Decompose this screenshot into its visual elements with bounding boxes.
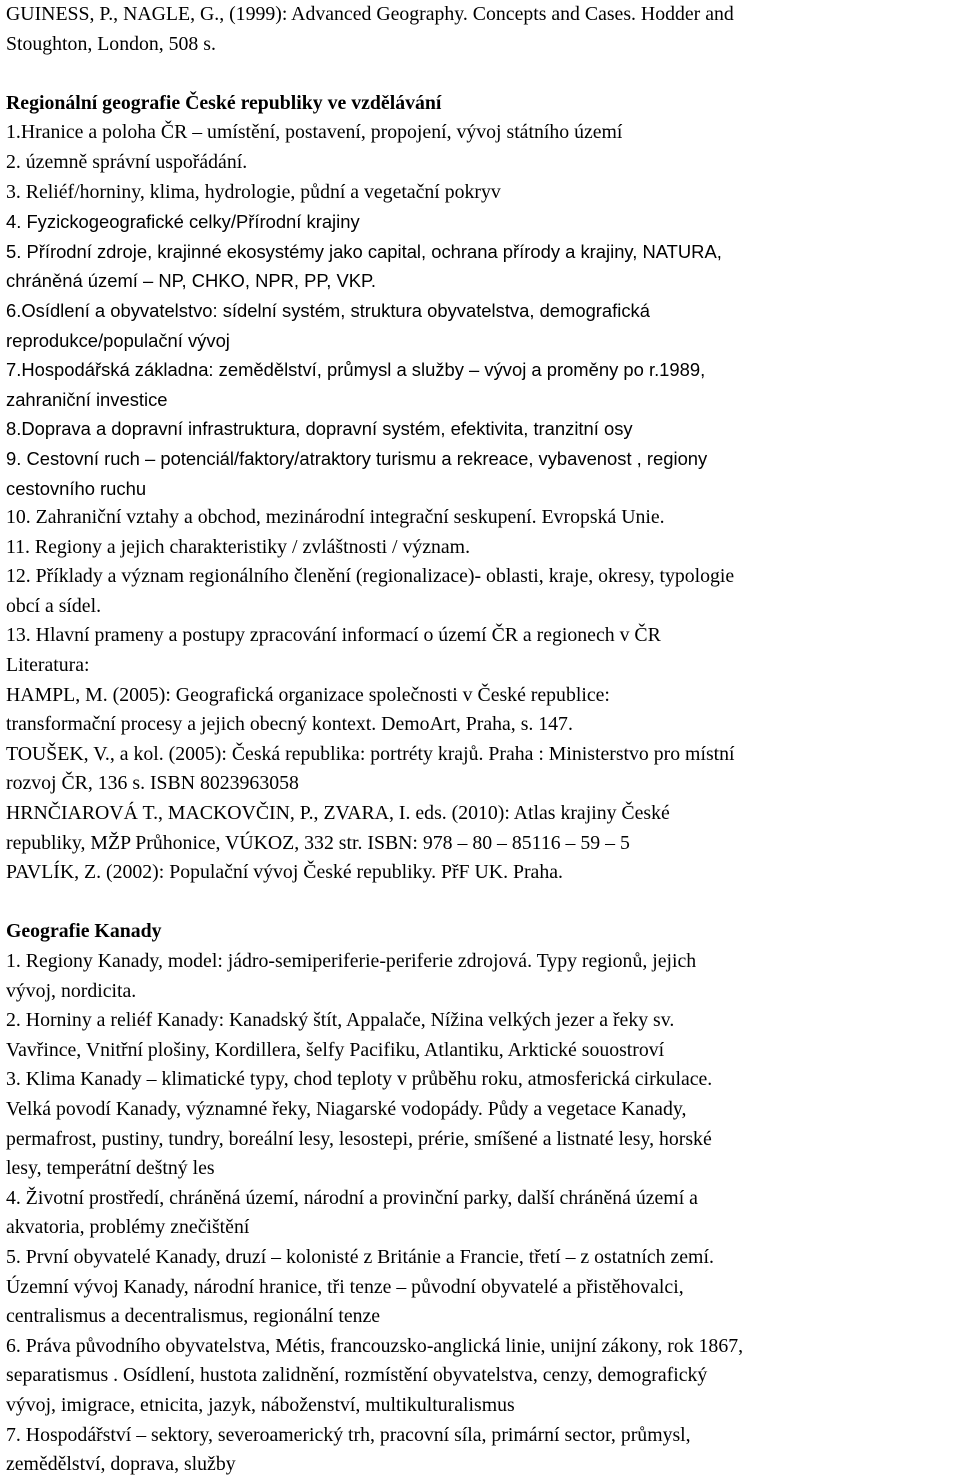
section-czech-geography [6,89,954,888]
list-item: vývoj, nordicita. [6,979,137,1002]
section-title: Regionální geografie České republiky ve vzdělávání [6,91,442,114]
reference-line: Stoughton, London, 508 s. [6,32,216,55]
list-item: 5. Přírodní zdroje, krajinné ekosystémy jako capital, ochrana přírody a krajiny, NATURA, [6,240,722,262]
list-item: Vavřince, Vnitřní plošiny, Kordillera, šelfy Pacifiku, Atlantiku, Arktické souostroví [6,1038,665,1061]
list-item: 12. Příklady a význam regionálního členění (regionalizace)- oblasti, kraje, okresy, typologie [6,565,735,588]
list-item: Územní vývoj Kanady, národní hranice, tři tenze – původní obyvatelé a přistěhovalci, [6,1275,684,1298]
list-item: 6. Práva původního obyvatelstva, Métis, francouzsko-anglická linie, unijní zákony, rok 1867, [6,1334,744,1357]
section-canada-geography [6,917,954,1479]
list-item: 4. Fyzickogeografické celky/Přírodní krajiny [6,211,360,233]
literature-item: HAMPL, M. (2005): Geografická organizace společnosti v České republice: [6,683,610,706]
list-item: reprodukce/populační vývoj [6,329,230,351]
list-item: obcí a sídel. [6,594,102,617]
list-item: 7. Hospodářství – sektory, severoamerický trh, pracovní síla, primární sector, průmysl, [6,1423,691,1446]
list-item: permafrost, pustiny, tundry, boreální lesy, lesostepi, prérie, smíšené a listnaté lesy, horské [6,1127,712,1150]
list-item: 2. územně správní uspořádání. [6,150,248,173]
document-page [6,0,954,1480]
list-item: 8.Doprava a dopravní infrastruktura, dopravní systém, efektivita, tranzitní osy [6,418,633,440]
reference-line: GUINESS, P., NAGLE, G., (1999): Advanced Geography. Concepts and Cases. Hodder and [6,3,734,25]
list-item: centralismus a decentralismus, regionální tenze [6,1305,381,1328]
list-item: 2. Horniny a reliéf Kanady: Kanadský štít, Appalače, Nížina velkých jezer a řeky sv. [6,1009,675,1032]
list-item: 3. Klima Kanady – klimatické typy, chod teploty v průběhu roku, atmosferická cirkulace. [6,1068,713,1091]
list-item: lesy, temperátní deštný les [6,1157,215,1180]
list-item: zemědělství, doprava, služby [6,1453,236,1476]
list-item: 6.Osídlení a obyvatelstvo: sídelní systém, struktura obyvatelstva, demografická [6,299,650,321]
list-item: 1. Regiony Kanady, model: jádro-semiperiferie-periferie zdrojová. Typy regionů, jejich [6,950,697,972]
list-item: 9. Cestovní ruch – potenciál/faktory/atraktory turismu a rekreace, vybavenost , regiony [6,447,708,469]
list-item: vývoj, imigrace, etnicita, jazyk, náboženství, multikulturalismus [6,1393,515,1416]
list-item: cestovního ruchu [6,477,147,499]
literature-item: HRNČIAROVÁ T., MACKOVČIN, P., ZVARA, I. eds. (2010): Atlas krajiny České [6,802,670,825]
literature-item: rozvoj ČR, 136 s. ISBN 8023963058 [6,772,299,795]
list-item: zahraniční investice [6,388,168,410]
literature-item: TOUŠEK, V., a kol. (2005): Česká republika: portréty krajů. Praha : Ministerstvo pro místní [6,742,735,765]
literature-item: republiky, MŽP Průhonice, VÚKOZ, 332 str. ISBN: 978 – 80 – 85116 – 59 – 5 [6,831,630,854]
spacer [6,59,954,89]
list-item: 13. Hlavní prameny a postupy zpracování informací o území ČR a regionech v ČR [6,624,661,647]
literature-item: transformační procesy a jejich obecný kontext. DemoArt, Praha, s. 147. [6,713,573,736]
list-item: 4. Životní prostředí, chráněná území, národní a provinční parky, další chráněná území a [6,1186,698,1209]
list-item: chráněná území – NP, CHKO, NPR, PP, VKP. [6,270,377,292]
list-item: Velká povodí Kanady, významné řeky, Niagarské vodopády. Půdy a vegetace Kanady, [6,1097,687,1120]
list-item: separatismus . Osídlení, hustota zalidnění, rozmístění obyvatelstva, cenzy, demografický [6,1364,708,1387]
intro-reference [6,0,954,59]
literature-item: PAVLÍK, Z. (2002): Populační vývoj České republiky. PřF UK. Praha. [6,861,563,884]
list-item: 7.Hospodářská základna: zemědělství, průmysl a služby – vývoj a proměny po r.1989, [6,359,706,381]
list-item: 3. Reliéf/horniny, klima, hydrologie, půdní a vegetační pokryv [6,180,501,203]
list-item: 5. První obyvatelé Kanady, druzí – kolonisté z Británie a Francie, třetí – z ostatních zemí. [6,1245,714,1268]
list-item: 10. Zahraniční vztahy a obchod, mezinárodní integrační seskupení. Evropská Unie. [6,506,665,529]
list-item: 11. Regiony a jejich charakteristiky / zvláštnosti / význam. [6,535,471,558]
section-title: Geografie Kanady [6,920,162,943]
literature-label: Literatura: [6,654,90,677]
spacer [6,888,954,918]
list-item: akvatoria, problémy znečištění [6,1216,250,1239]
list-item: 1.Hranice a poloha ČR – umístění, postavení, propojení, vývoj státního území [6,121,623,144]
